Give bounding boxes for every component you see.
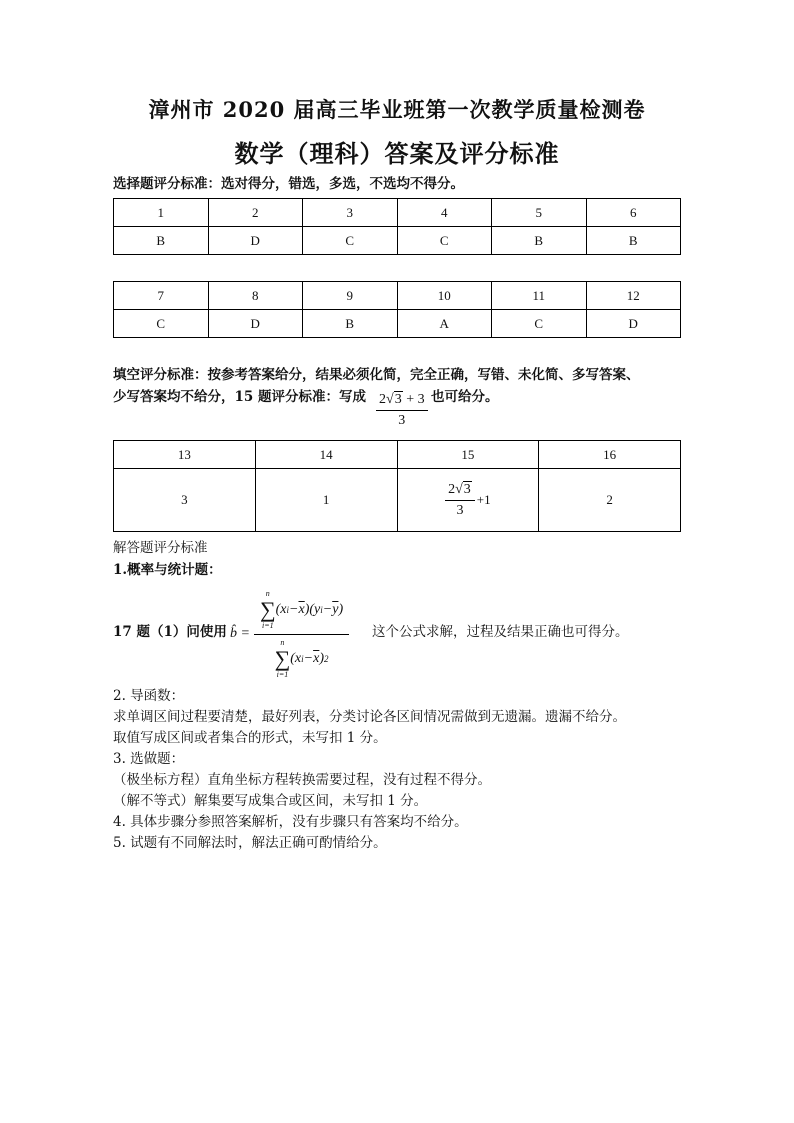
question-number: 6	[586, 199, 681, 227]
answer-cell: B	[586, 227, 681, 255]
term: (x	[290, 650, 302, 666]
subscript: i	[301, 653, 304, 664]
fill-criteria-end: 也可给分。	[431, 389, 499, 405]
sum-lower: i=1	[276, 669, 289, 679]
sigma: ∑	[259, 596, 276, 622]
question-number: 7	[114, 282, 209, 310]
term: )(y	[304, 601, 321, 617]
question-number: 4	[397, 199, 492, 227]
solve-item-5: 5. 试题有不同解法时，解法正确可酌情给分。	[113, 835, 387, 851]
term: (x	[275, 601, 287, 617]
choice-table-2	[113, 281, 681, 338]
question-number: 10	[397, 282, 492, 310]
answer-cell: C	[303, 227, 398, 255]
solve-item-3-line1: （极坐标方程）直角坐标方程转换需要过程，没有过程不得分。	[113, 772, 491, 788]
alt-answer-fraction	[376, 392, 428, 429]
answer-cell: C	[397, 227, 492, 255]
b-hat: b̂ =	[230, 626, 250, 641]
answer-cell-15	[397, 469, 539, 532]
radicand: 3	[463, 481, 471, 497]
minus: −	[303, 650, 314, 666]
answer-row	[114, 310, 681, 338]
answer-cell: D	[586, 310, 681, 338]
question-ref: 15	[234, 389, 254, 405]
answer-cell: B	[492, 227, 587, 255]
y-bar: $\overline{y}$	[332, 601, 339, 617]
coefficient: 2	[379, 392, 386, 407]
solve-item-4: 4. 具体步骤分参照答案解析，没有步骤只有答案均不给分。	[113, 814, 468, 830]
q17-suffix: 这个公式求解，过程及结果正确也可得分。	[372, 624, 629, 640]
question-number-row	[114, 199, 681, 227]
question-number: 15	[397, 441, 539, 469]
exponent: 2	[324, 653, 329, 664]
question-number: 11	[492, 282, 587, 310]
solve-item-3: 3. 选做题：	[113, 751, 185, 767]
solve-item-2: 2. 导函数：	[113, 688, 185, 704]
answer-cell: D	[208, 310, 303, 338]
solve-item-3-line2: （解不等式）解集要写成集合或区间，未写扣 1 分。	[113, 793, 428, 809]
denominator: 3	[398, 413, 406, 428]
answer-row	[114, 227, 681, 255]
sum-upper: n	[265, 588, 270, 598]
sum-symbol	[260, 589, 276, 631]
sqrt-sign: √3	[386, 392, 402, 407]
doc-subtitle: 数学（理科）答案及评分标准	[234, 139, 560, 168]
question-number: 3	[303, 199, 398, 227]
answer-cell: C	[492, 310, 587, 338]
answer-cell: 3	[114, 469, 256, 532]
fill-table	[113, 440, 681, 532]
subscript: i	[286, 604, 290, 615]
answer-cell: D	[208, 227, 303, 255]
question-number: 12	[586, 282, 681, 310]
question-number: 1	[114, 199, 209, 227]
paren: )	[319, 650, 324, 666]
answer-cell: A	[397, 310, 492, 338]
subscript: i	[320, 604, 323, 615]
answer-cell: 1	[255, 469, 397, 532]
question-number: 8	[208, 282, 303, 310]
sum-symbol	[275, 638, 291, 680]
x-bar: $\overline{x}$	[298, 601, 305, 617]
question-number: 14	[255, 441, 397, 469]
sqrt-sign: √3	[455, 481, 471, 497]
solve-item-2-line1: 求单调区间过程要清楚，最好列表，分类讨论各区间情况需做到无遗漏。遗漏不给分。	[113, 709, 626, 725]
question-number: 2	[208, 199, 303, 227]
answer-cell: 2	[539, 469, 681, 532]
answer-cell: C	[114, 310, 209, 338]
question-number-row	[114, 282, 681, 310]
addend: + 3	[402, 392, 425, 407]
fill-criteria-line2	[113, 387, 366, 407]
solve-heading: 解答题评分标准	[113, 540, 208, 556]
choice-table-1	[113, 198, 681, 255]
doc-title: 漳州市 2020 届高三毕业班第一次教学质量检测卷	[148, 97, 646, 122]
coefficient: 2	[448, 481, 456, 497]
addend: +1	[476, 492, 491, 507]
question-ref: 17	[113, 624, 132, 640]
denominator: 3	[456, 502, 464, 518]
radicand: 3	[394, 392, 402, 407]
choice-criteria: 选择题评分标准：选对得分，错选，多选，不选均不得分。	[113, 176, 464, 192]
question-number: 13	[114, 441, 256, 469]
minus: −	[289, 601, 299, 617]
sigma: ∑	[274, 645, 291, 671]
minus: −	[322, 601, 333, 617]
fill-criteria-text: 题评分标准：写成	[253, 389, 366, 405]
answer-cell: B	[114, 227, 209, 255]
sum-lower: i=1	[261, 620, 274, 630]
question-number: 5	[492, 199, 587, 227]
question-number: 16	[539, 441, 681, 469]
answer-row	[114, 469, 681, 532]
q17-prefix	[113, 622, 227, 642]
question-number-row	[114, 441, 681, 469]
paren: )	[338, 601, 344, 617]
question-number: 9	[303, 282, 398, 310]
solve-item-2-line2: 取值写成区间或者集合的形式，未写扣 1 分。	[113, 730, 387, 746]
regression-formula	[230, 588, 349, 679]
solve-item-1: 1.概率与统计题：	[113, 562, 222, 578]
fill-criteria-line1: 填空评分标准：按参考答案给分，结果必须化简，完全正确，写错、未化简、多写答案、	[113, 367, 640, 383]
q17-prefix-text: 题（1）问使用	[131, 624, 227, 640]
fill-criteria-text: 少写答案均不给分，	[113, 389, 235, 405]
answer-cell: B	[303, 310, 398, 338]
x-bar: $\overline{x}$	[313, 650, 320, 666]
sum-upper: n	[280, 637, 285, 647]
